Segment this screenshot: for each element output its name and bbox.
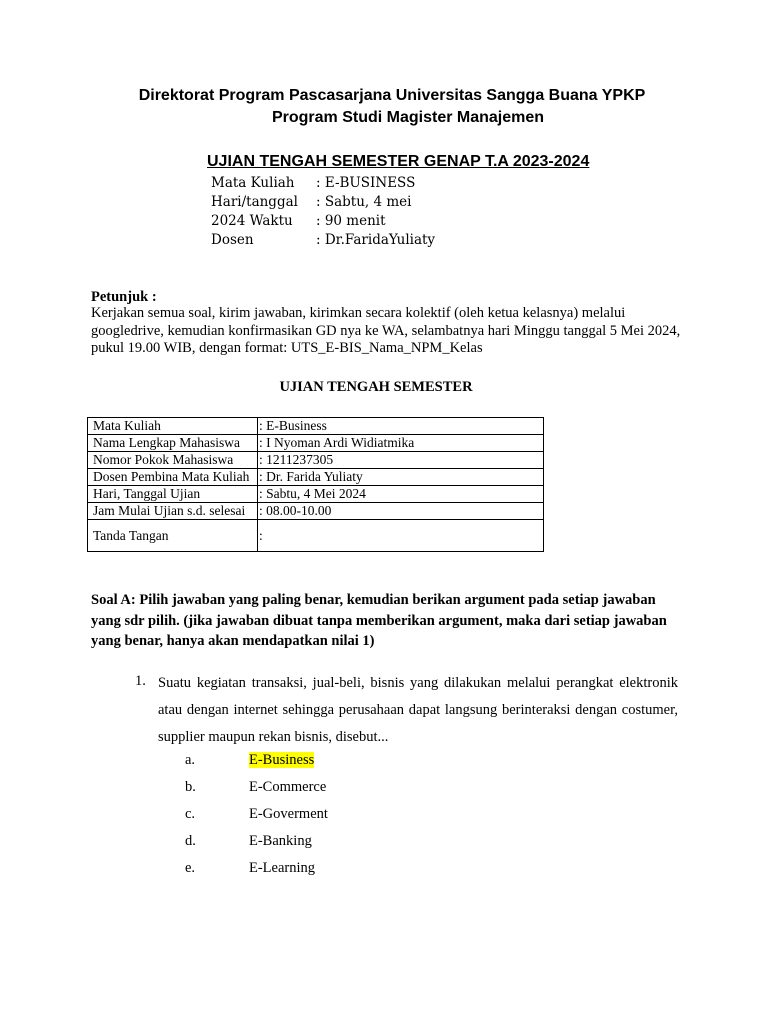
program-title: Program Studi Magister Manajemen [271, 109, 545, 126]
table-value: : Sabtu, 4 Mei 2024 [258, 486, 544, 503]
table-label: Mata Kuliah [88, 418, 258, 435]
table-label: Jam Mulai Ujian s.d. selesai [88, 503, 258, 520]
table-row [88, 452, 544, 469]
table-label: Nama Lengkap Mahasiswa [88, 435, 258, 452]
option-text-selected [249, 752, 314, 769]
student-info-table [87, 417, 544, 552]
exam-info-key: Dosen [211, 232, 254, 248]
instructions-text: Kerjakan semua soal, kirim jawaban, kirimkan secara kolektif (oleh ketua kelasnya) melalui googledrive, kemudian konfirmasikan GD nya ke WA, selambatnya hari Minggu tanggal 5 Mei 2024, pukul 19.00 WIB, dengan format: UTS_E-BIS_Nama_NPM_Kelas [91, 305, 681, 356]
table-row [88, 486, 544, 503]
option-letter: e. [185, 860, 196, 876]
exam-title: UJIAN TENGAH SEMESTER GENAP T.A 2023-2024 [207, 153, 590, 170]
exam-info-value: : Sabtu, 4 mei [316, 194, 412, 210]
section-title: UJIAN TENGAH SEMESTER [279, 379, 473, 395]
option-text: E-Banking [249, 833, 312, 849]
table-label: Dosen Pembina Mata Kuliah [88, 469, 258, 486]
exam-info-value: : 90 menit [316, 213, 386, 229]
option-letter: b. [185, 779, 196, 795]
option-letter: a. [185, 752, 196, 768]
exam-info-value: : Dr.FaridaYuliaty [316, 232, 436, 248]
exam-info-key: Hari/tanggal [211, 194, 298, 210]
table-value: : I Nyoman Ardi Widiatmika [258, 435, 544, 452]
table-row [88, 418, 544, 435]
question-text: Suatu kegiatan transaksi, jual-beli, bisnis yang dilakukan melalui perangkat elektronik atau dengan internet sehingga perusahaan dapat langsung berinteraksi dengan costumer, supplier maupun rekan bisnis, disebut... [158, 675, 678, 745]
table-row [88, 469, 544, 486]
table-row [88, 503, 544, 520]
table-value: : Dr. Farida Yuliaty [258, 469, 544, 486]
table-value: : E-Business [258, 418, 544, 435]
table-row [88, 520, 544, 552]
table-row [88, 435, 544, 452]
institution-title: Direktorat Program Pascasarjana Universitas Sangga Buana YPKP [138, 87, 646, 104]
option-text: E-Learning [249, 860, 316, 876]
exam-info-key: 2024 Waktu [211, 213, 293, 229]
exam-info-key: Mata Kuliah [211, 175, 295, 191]
question-number: 1. [135, 673, 146, 689]
table-label: Hari, Tanggal Ujian [88, 486, 258, 503]
exam-info-value: : E-BUSINESS [316, 175, 416, 191]
option-text: E-Goverment [249, 806, 328, 822]
option-letter: d. [185, 833, 196, 849]
answer-highlight: E-Business [249, 752, 315, 768]
table-value: : 1211237305 [258, 452, 544, 469]
signature-field: : [258, 520, 544, 552]
option-text: E-Commerce [249, 779, 327, 795]
table-value: : 08.00-10.00 [258, 503, 544, 520]
section-a-instruction: Soal A: Pilih jawaban yang paling benar, kemudian berikan argument pada setiap jawaban yang sdr pilih. (jika jawaban dibuat tanpa memberikan argument, maka dari setiap jawaban yang benar, hanya akan mendapatkan nilai 1) [91, 592, 667, 649]
table-label: Nomor Pokok Mahasiswa [88, 452, 258, 469]
instructions-label: Petunjuk : [91, 289, 157, 305]
option-letter: c. [185, 806, 196, 822]
table-label: Tanda Tangan [88, 520, 258, 552]
